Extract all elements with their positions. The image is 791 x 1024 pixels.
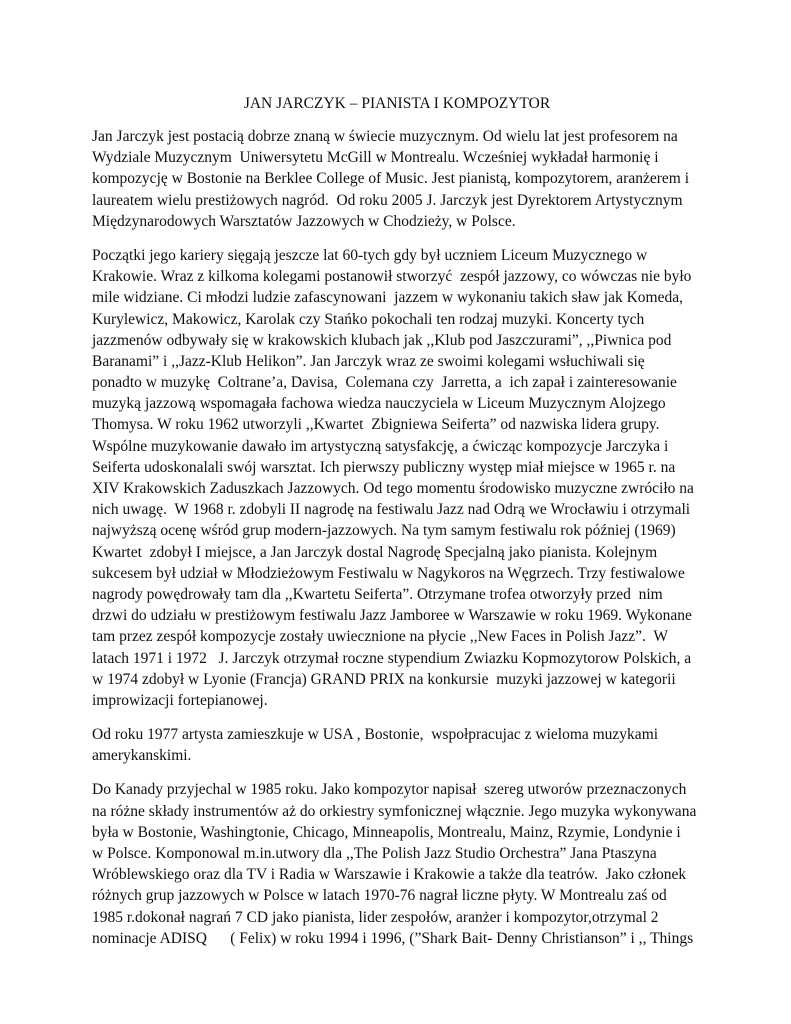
text-line: nich uwagę. W 1968 r. zdobyli II nagrodę na festiwalu Jazz nad Odrą we Wrocławiu i otrzymali [92, 501, 691, 519]
text-line: latach 1971 i 1972 J. Jarczyk otrzymał roczne stypendium Zwiazku Kopmozytorow Polskich, a [92, 649, 692, 667]
text-line: kompozycję w Bostonie na Berklee College of Music. Jest pianistą, kompozytorem, aranżerem i [92, 170, 690, 188]
text-line: była w Bostonie, Washingtonie, Chicago, Minneapolis, Montrealu, Mainz, Rzymie, Londynie i [92, 823, 681, 841]
text-line: na różne składy instrumentów aż do orkiestry symfonicznej włącznie. Jego muzyka wykonywana [92, 802, 697, 820]
text-line: drzwi do udziału w prestiżowym festiwalu Jazz Jamboree w Warszawie w roku 1969. Wykonane [92, 607, 692, 625]
text-line: amerykanskimi. [92, 747, 192, 765]
text-line: nagrody powędrowały tam dla ,,Kwartetu Seiferta”. Otrzymane trofea otworzyły przed nim [92, 585, 663, 603]
document-title: JAN JARCZYK – PIANISTA I KOMPOZYTOR [243, 95, 551, 112]
paragraph-intro [92, 126, 702, 232]
text-line: Baranami” i ,,Jazz-Klub Helikon”. Jan Jarczyk wraz ze swoimi kolegami wsłuchiwali się [92, 352, 645, 370]
text-line: sukcesem był udział w Młodzieżowym Festiwalu w Nagykoros na Węgrzech. Trzy festiwalowe [92, 564, 685, 582]
text-line: Od roku 1977 artysta zamieszkuje w USA , Bostonie, wspołpracujac z wieloma muzykami [92, 726, 659, 744]
paragraph-early-career [92, 245, 702, 711]
text-line: XIV Krakowskich Zaduszkach Jazzowych. Od tego momentu środowisko muzyczne zwróciło na [92, 480, 694, 497]
text-line: w 1974 zdobył w Lyonie (Francja) GRAND PRIX na konkursie muzyki jazzowej w kategorii [92, 670, 676, 688]
text-line: laureatem wielu prestiżowych nagród. Od roku 2005 J. Jarczyk jest Dyrektorem Artystycznym [92, 191, 683, 209]
text-line: jazzmenów odbywały się w krakowskich klubach jak ,,Klub pod Jaszczurami”, ,,Piwnica pod [92, 331, 672, 349]
text-line: tam przez zespół kompozycje zostały uwiecznione na płycie ,,New Faces in Polish Jazz”. W [92, 628, 669, 646]
text-line: Jan Jarczyk jest postacią dobrze znaną w świecie muzycznym. Od wielu lat jest profesorem na [92, 128, 678, 145]
text-line: najwyższą ocenę wśród grup modern-jazzowych. Na tym samym festiwalu rok później (1969) [92, 522, 676, 540]
text-line: Międzynarodowych Warsztatów Jazzowych w Chodzieży, w Polsce. [92, 212, 516, 230]
text-line: Wróblewskiego oraz dla TV i Radia w Warszawie i Krakowie a także dla teatrów. Jako członek [92, 866, 687, 884]
text-line: Thomysa. W roku 1962 utworzyli ,,Kwartet Zbigniewa Seiferta” od nazwiska lidera grupy. [92, 416, 660, 434]
paragraph-canada [92, 779, 702, 949]
text-line: muzyką jazzową wspomagała fachowa wiedza nauczyciela w Liceum Muzycznym Alojzego [92, 395, 666, 413]
text-line: improwizacji fortepianowej. [92, 691, 268, 709]
text-line: Krakowie. Wraz z kilkoma kolegami postanowił stworzyć zespół jazzowy, co wówczas nie było [92, 268, 692, 286]
text-line: Kurylewicz, Makowicz, Karolak czy Stańko pokochali ten rodzaj muzyki. Koncerty tych [92, 310, 645, 328]
text-line: Wydziale Muzycznym Uniwersytetu McGill w Montrealu. Wcześniej wykładał harmonię i [92, 149, 659, 167]
text-line: różnych grup jazzowych w Polsce w latach 1970-76 nagrał liczne płyty. W Montrealu zaś od [92, 887, 667, 905]
text-line: nominacje ADISQ ( Felix) w roku 1994 i 1996, (”Shark Bait- Denny Christianson” i ,, Things [92, 929, 694, 947]
text-line: Do Kanady przyjechal w 1985 roku. Jako kompozytor napisał szereg utworów przeznaczonych [92, 781, 687, 799]
text-line: w Polsce. Komponowal m.in.utwory dla ,,The Polish Jazz Studio Orchestra” Jana Ptaszyna [92, 845, 657, 862]
text-line: ponadto w muzykę Coltrane’a, Davisa, Colemana czy Jarretta, a ich zapał i zainteresowanie [92, 374, 677, 392]
text-line: Kwartet zdobył I miejsce, a Jan Jarczyk dostal Nagrodę Specjalną jako pianista. Kolejnym [92, 543, 658, 561]
text-line: Wspólne muzykowanie dawało im artystyczną satysfakcję, a ćwicząc kompozycje Jarczyka i [92, 437, 669, 455]
text-line: 1985 r.dokonał nagrań 7 CD jako pianista, lider zespołów, aranżer i kompozytor,otrzymal 2 [92, 908, 659, 926]
paragraph-usa [92, 724, 702, 766]
document-page [92, 94, 702, 962]
text-line: Początki jego kariery sięgają jeszcze lat 60-tych gdy był uczniem Liceum Muzycznego w [92, 246, 648, 264]
text-line: Seiferta udoskonalali swój warsztat. Ich pierwszy publiczny występ miał miejsce w 1965 r. na [92, 458, 676, 476]
text-line: mile widziane. Ci młodzi ludzie zafascynowani jazzem w wykonaniu takich sław jak Komeda, [92, 289, 683, 307]
